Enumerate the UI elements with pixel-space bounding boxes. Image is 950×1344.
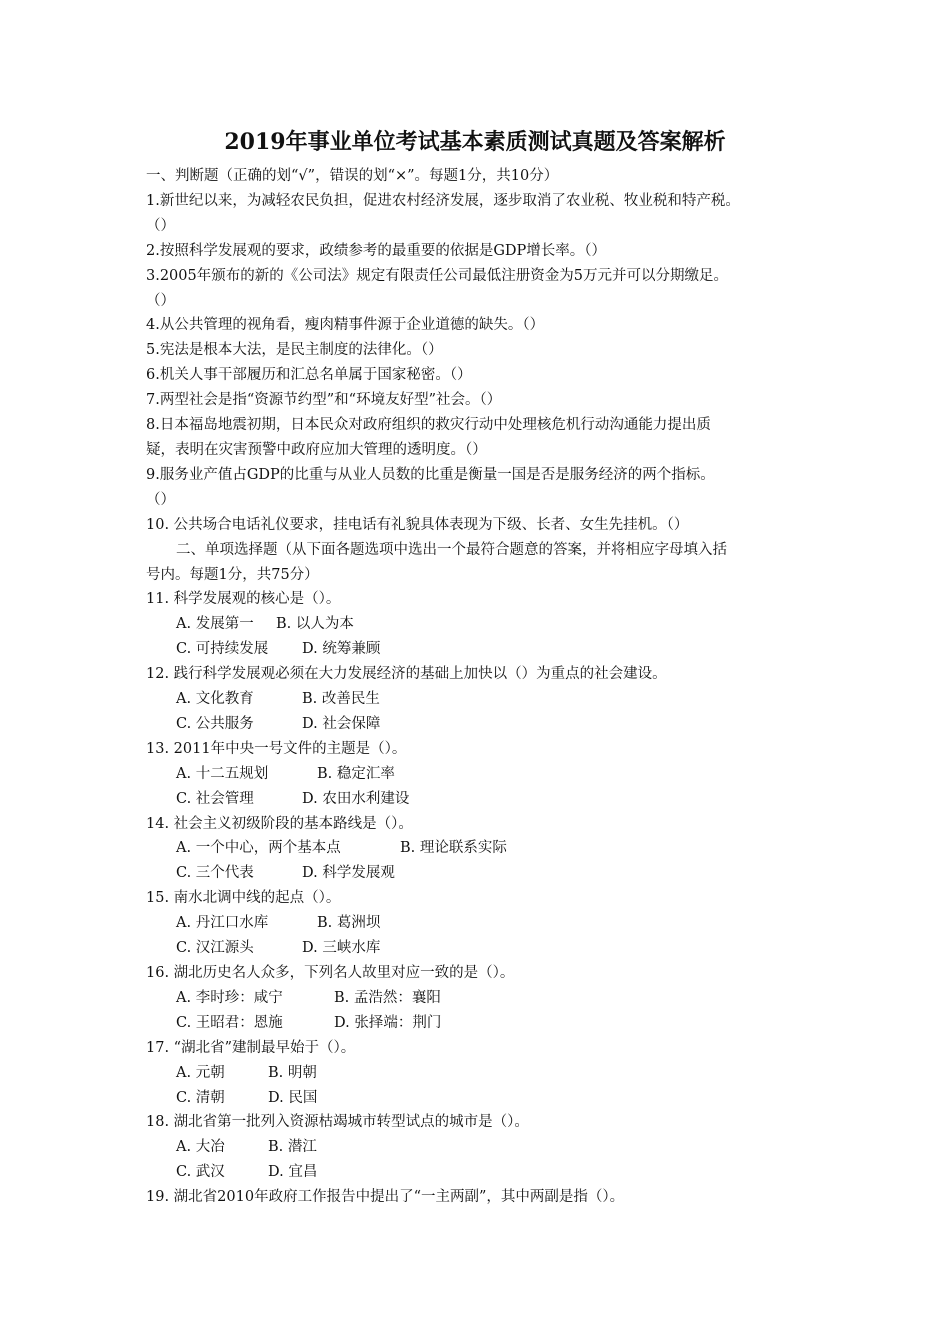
option-d: D. 张择端：荆门 <box>334 1014 442 1031</box>
option-c: C. 可持续发展 <box>176 641 269 658</box>
option-d: D. 农田水利建设 <box>302 790 410 807</box>
question-17: 17. “湖北省”建制最早始于（）。 <box>146 1039 356 1056</box>
options-row <box>146 1086 816 1111</box>
option-b: B. 理论联系实际 <box>400 840 507 857</box>
options-row <box>146 836 816 861</box>
question-19: 19. 湖北省2010年政府工作报告中提出了“一主两副”，其中两副是指（）。 <box>146 1189 625 1206</box>
option-a: A. 发展第一 <box>176 616 254 633</box>
option-b: B. 潜江 <box>268 1139 317 1156</box>
judgment-item-9: 9.服务业产值占GDP的比重与从业人员数的比重是衡量一国是否是服务经济的两个指标。 <box>146 466 715 483</box>
option-b: B. 稳定汇率 <box>317 765 395 782</box>
question-15: 15. 南水北调中线的起点（）。 <box>146 890 341 907</box>
page-title: 2019年事业单位考试基本素质测试真题及答案解析 <box>224 129 726 155</box>
section-heading-judgment: 一、判断题（正确的划“√”，错误的划“×”。每题1分，共10分） <box>146 168 559 184</box>
options-row <box>146 712 816 737</box>
option-b: B. 以人为本 <box>276 616 354 633</box>
option-a: A. 大冶 <box>176 1139 225 1156</box>
option-d: D. 统筹兼顾 <box>302 641 381 658</box>
judgment-item-1: 1.新世纪以来，为减轻农民负担，促进农村经济发展，逐步取消了农业税、牧业税和特产税。 <box>146 192 740 209</box>
option-a: A. 文化教育 <box>176 691 254 708</box>
options-row <box>146 1061 816 1086</box>
judgment-item-4: 4.从公共管理的视角看，瘦肉精事件源于企业道德的缺失。（） <box>146 317 545 334</box>
question-14: 14. 社会主义初级阶段的基本路线是（）。 <box>146 815 413 832</box>
option-d: D. 三峡水库 <box>302 940 381 957</box>
question-12: 12. 践行科学发展观必须在大力发展经济的基础上加快以（）为重点的社会建设。 <box>146 666 667 683</box>
judgment-item-3: 3.2005年颁布的新的《公司法》规定有限责任公司最低注册资金为5万元并可以分期缴足。 <box>146 267 728 284</box>
judgment-item-10: 10. 公共场合电话礼仪要求，挂电话有礼貌具体表现为下级、长者、女生先挂机。（） <box>146 516 689 533</box>
option-a: A. 丹江口水库 <box>176 915 269 932</box>
judgment-item-1-cont: （） <box>146 217 175 234</box>
option-b: B. 孟浩然：襄阳 <box>334 989 441 1006</box>
judgment-item-3-cont: （） <box>146 292 175 309</box>
option-c: C. 汉江源头 <box>176 940 254 957</box>
option-d: D. 科学发展观 <box>302 865 395 882</box>
options-row <box>146 787 816 812</box>
question-18: 18. 湖北省第一批列入资源枯竭城市转型试点的城市是（）。 <box>146 1114 529 1131</box>
options-row <box>146 762 816 787</box>
judgment-item-2: 2.按照科学发展观的要求，政绩参考的最重要的依据是GDP增长率。（） <box>146 242 607 259</box>
judgment-item-9-cont: （） <box>146 491 175 508</box>
judgment-item-8: 8.日本福岛地震初期，日本民众对政府组织的救灾行动中处理核危机行动沟通能力提出质 <box>146 417 711 434</box>
options-row <box>146 911 816 936</box>
option-c: C. 武汉 <box>176 1164 225 1181</box>
section-heading-choice-cont: 号内。每题1分，共75分） <box>146 566 319 583</box>
option-d: D. 宜昌 <box>268 1164 318 1181</box>
question-16: 16. 湖北历史名人众多，下列名人故里对应一致的是（）。 <box>146 965 515 981</box>
options-row <box>146 861 816 886</box>
option-c: C. 社会管理 <box>176 790 254 807</box>
option-d: D. 民国 <box>268 1089 318 1106</box>
judgment-item-6: 6.机关人事干部履历和汇总名单属于国家秘密。（） <box>146 367 472 384</box>
option-b: B. 葛洲坝 <box>317 915 381 932</box>
option-a: A. 十二五规划 <box>176 765 269 782</box>
options-row <box>146 1011 816 1036</box>
option-c: C. 公共服务 <box>176 715 254 732</box>
options-row <box>146 1135 816 1160</box>
question-11: 11. 科学发展观的核心是（）。 <box>146 591 341 608</box>
option-c: C. 三个代表 <box>176 865 254 882</box>
option-c: C. 王昭君：恩施 <box>176 1014 283 1031</box>
options-row <box>146 637 816 662</box>
document-body <box>146 164 816 1210</box>
option-a: A. 元朝 <box>176 1064 225 1081</box>
option-a: A. 李时珍：咸宁 <box>176 989 283 1006</box>
option-d: D. 社会保障 <box>302 715 381 732</box>
options-row <box>146 687 816 712</box>
options-row <box>146 1160 816 1185</box>
judgment-item-5: 5.宪法是根本大法，是民主制度的法律化。（） <box>146 342 443 359</box>
options-row <box>146 936 816 961</box>
option-c: C. 清朝 <box>176 1089 225 1106</box>
options-row <box>146 612 816 637</box>
options-row <box>146 986 816 1011</box>
option-b: B. 明朝 <box>268 1064 317 1081</box>
option-b: B. 改善民生 <box>302 691 380 708</box>
section-heading-choice: 二、单项选择题（从下面各题选项中选出一个最符合题意的答案，并将相应字母填入括 <box>176 541 727 558</box>
option-a: A. 一个中心，两个基本点 <box>176 840 341 857</box>
question-13: 13. 2011年中央一号文件的主题是（）。 <box>146 740 407 757</box>
judgment-item-7: 7.两型社会是指“资源节约型”和“环境友好型”社会。（） <box>146 392 502 409</box>
judgment-item-8-cont: 疑，表明在灾害预警中政府应加大管理的透明度。（） <box>146 441 487 458</box>
